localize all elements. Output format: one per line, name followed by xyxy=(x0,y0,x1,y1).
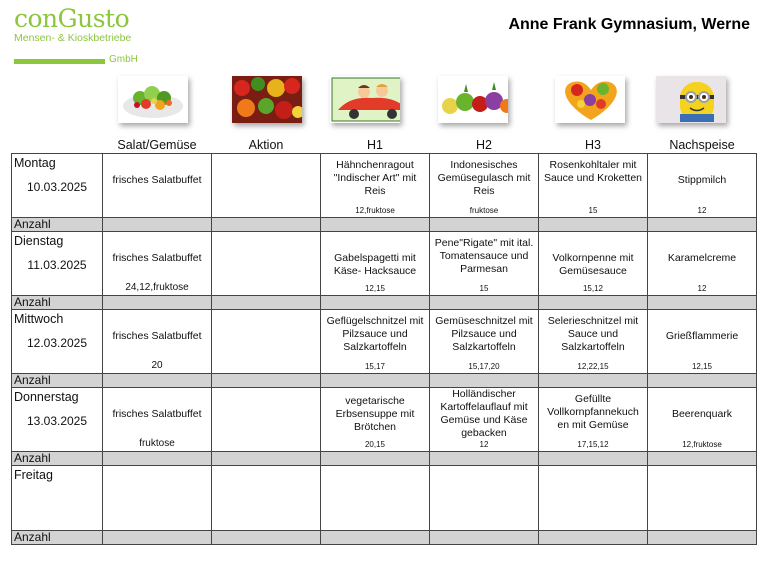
allergen-text: fruktose xyxy=(139,438,175,449)
dish-text: Hähnchenragout "Indischer Art" mit Reis xyxy=(333,159,417,197)
menu-cell xyxy=(648,466,757,531)
dish-text: Beerenquark xyxy=(671,408,733,420)
menu-cell xyxy=(539,466,648,531)
allergen-text: 15 xyxy=(588,206,598,215)
day-row-dienstag xyxy=(12,232,757,296)
column-header-nachspeise: Nachspeise xyxy=(669,138,735,152)
menu-cell xyxy=(539,310,648,374)
count-cell xyxy=(539,296,648,310)
count-cell xyxy=(103,374,212,388)
allergen-text: 12 xyxy=(479,440,489,449)
count-cell xyxy=(430,218,539,232)
menu-cell xyxy=(539,388,648,452)
count-cell xyxy=(212,452,321,466)
day-date: 11.03.2025 xyxy=(27,258,87,272)
column-header-h1: H1 xyxy=(367,138,383,152)
day-date: 13.03.2025 xyxy=(26,414,88,428)
dish-text: Rosenkohltaler mit Sauce und Kroketten xyxy=(543,159,643,184)
count-cell xyxy=(539,531,648,545)
dish-text: frisches Salatbuffet xyxy=(112,408,202,420)
school-title: Anne Frank Gymnasium, Werne xyxy=(508,16,750,33)
congusto-logo xyxy=(14,4,149,65)
allergen-text: 20,15 xyxy=(364,440,386,449)
aktion-vegetables-image xyxy=(232,76,302,123)
vegetable-characters-image xyxy=(438,76,508,123)
dish-text: Grießflammerie xyxy=(665,330,739,342)
dish-text: vegetarische Erbsensuppe mit Brötchen xyxy=(335,395,415,433)
allergen-text: 12,15 xyxy=(691,362,713,371)
allergen-text: 15 xyxy=(479,284,489,293)
count-row xyxy=(12,296,757,310)
menu-cell xyxy=(103,388,212,452)
column-header-row xyxy=(12,137,757,154)
day-date: 10.03.2025 xyxy=(26,180,88,194)
count-row xyxy=(12,531,757,545)
allergen-text: 12,22,15 xyxy=(577,362,609,371)
count-cell xyxy=(648,531,757,545)
allergen-text: 15,12 xyxy=(582,284,604,293)
day-cell xyxy=(12,232,103,296)
allergen-text: 12 xyxy=(697,284,707,293)
count-cell xyxy=(321,531,430,545)
kids-car-image xyxy=(330,76,400,123)
dish-text: Gemüseschnitzel mit Pilzsauce und Salzkartoffeln xyxy=(435,315,533,353)
count-cell xyxy=(430,531,539,545)
count-cell xyxy=(648,452,757,466)
allergen-text: 15,17,20 xyxy=(468,362,500,371)
menu-cell xyxy=(321,466,430,531)
minion-dessert-image xyxy=(656,76,726,123)
allergen-text: 12,15 xyxy=(364,284,386,293)
menu-cell xyxy=(212,154,321,218)
count-cell xyxy=(321,452,430,466)
day-row-donnerstag xyxy=(12,388,757,452)
count-cell xyxy=(321,296,430,310)
dish-text: frisches Salatbuffet xyxy=(112,252,202,264)
allergen-text: 24,12,fruktose xyxy=(125,282,189,293)
count-cell xyxy=(103,296,212,310)
dish-text: Gefüllte Vollkornpfannekuch en mit Gemüse xyxy=(547,393,639,431)
count-cell xyxy=(321,218,430,232)
menu-cell xyxy=(430,154,539,218)
day-name: Mittwoch xyxy=(14,312,64,326)
menu-cell xyxy=(212,388,321,452)
day-row-montag xyxy=(12,154,757,218)
dish-text: Karamelcreme xyxy=(667,252,737,264)
count-cell xyxy=(648,218,757,232)
column-header-aktion: Aktion xyxy=(248,138,284,152)
column-header-h3: H3 xyxy=(585,138,601,152)
menu-cell xyxy=(430,466,539,531)
day-name: Donnerstag xyxy=(14,390,79,404)
day-date: 12.03.2025 xyxy=(26,336,88,350)
salad-image xyxy=(118,76,188,123)
allergen-text: fruktose xyxy=(469,206,499,215)
dish-text: frisches Salatbuffet xyxy=(112,330,202,342)
count-label: Anzahl xyxy=(12,531,103,545)
day-name: Montag xyxy=(14,156,56,170)
dish-text: frisches Salatbuffet xyxy=(112,174,202,186)
allergen-text: 17,15,12 xyxy=(577,440,609,449)
day-cell xyxy=(12,466,103,531)
dish-text: Holländischer Kartoffelauflauf mit Gemüse und Käse gebacken xyxy=(440,388,528,439)
menu-cell xyxy=(430,388,539,452)
count-cell xyxy=(103,452,212,466)
count-cell xyxy=(103,218,212,232)
dish-text: Selerieschnitzel mit Sauce und Salzkartoffeln xyxy=(547,315,639,353)
dish-text: Gabelspagetti mit Käse- Hacksauce xyxy=(333,252,417,277)
count-label: Anzahl xyxy=(12,296,103,310)
menu-cell xyxy=(103,232,212,296)
menu-cell xyxy=(430,232,539,296)
logo-wordmark: conGusto xyxy=(14,4,130,33)
count-cell xyxy=(430,374,539,388)
count-cell xyxy=(212,218,321,232)
menu-cell xyxy=(103,154,212,218)
logo-subtitle: Mensen- & Kioskbetriebe xyxy=(14,32,132,44)
menu-cell xyxy=(539,154,648,218)
fruit-heart-image xyxy=(555,76,625,123)
menu-cell xyxy=(648,232,757,296)
column-header-salat: Salat/Gemüse xyxy=(117,138,197,152)
count-cell xyxy=(539,452,648,466)
count-cell xyxy=(430,452,539,466)
count-cell xyxy=(212,531,321,545)
menu-cell xyxy=(539,232,648,296)
menu-cell xyxy=(648,310,757,374)
menu-cell xyxy=(212,310,321,374)
menu-cell xyxy=(321,310,430,374)
menu-cell xyxy=(321,388,430,452)
menu-cell xyxy=(321,154,430,218)
menu-cell xyxy=(648,154,757,218)
menu-cell xyxy=(430,310,539,374)
column-header-h2: H2 xyxy=(476,138,492,152)
menu-table xyxy=(11,137,757,545)
day-cell xyxy=(12,154,103,218)
count-cell xyxy=(648,374,757,388)
day-row-mittwoch xyxy=(12,310,757,374)
allergen-text: 15,17 xyxy=(364,362,386,371)
count-label: Anzahl xyxy=(12,452,103,466)
day-name: Freitag xyxy=(14,468,53,482)
dish-text: Indonesisches Gemüsegulasch mit Reis xyxy=(437,159,531,197)
count-label: Anzahl xyxy=(12,374,103,388)
menu-cell xyxy=(212,466,321,531)
menu-cell xyxy=(648,388,757,452)
day-row-freitag xyxy=(12,466,757,531)
menu-cell xyxy=(103,310,212,374)
allergen-text: 12,fruktose xyxy=(355,206,395,215)
count-cell xyxy=(212,374,321,388)
count-cell xyxy=(430,296,539,310)
dish-text: Volkornpenne mit Gemüsesauce xyxy=(552,252,634,277)
dish-text: Pene"Rigate" mit ital. Tomatensauce und Parmesan xyxy=(434,237,534,275)
count-label: Anzahl xyxy=(12,218,103,232)
count-cell xyxy=(321,374,430,388)
menu-cell xyxy=(321,232,430,296)
count-cell xyxy=(539,374,648,388)
logo-gmbh: GmbH xyxy=(109,54,138,65)
count-row xyxy=(12,374,757,388)
dish-text: Stippmilch xyxy=(677,174,727,186)
logo-bar xyxy=(14,59,105,64)
allergen-text: 20 xyxy=(151,360,163,371)
count-cell xyxy=(103,531,212,545)
allergen-text: 12 xyxy=(697,206,707,215)
day-cell xyxy=(12,310,103,374)
count-cell xyxy=(648,296,757,310)
day-cell xyxy=(12,388,103,452)
count-row xyxy=(12,452,757,466)
count-cell xyxy=(212,296,321,310)
menu-cell xyxy=(103,466,212,531)
dish-text: Geflügelschnitzel mit Pilzsauce und Salzkartoffeln xyxy=(326,315,424,353)
corner-header xyxy=(12,137,103,154)
allergen-text: 12,fruktose xyxy=(682,440,722,449)
day-name: Dienstag xyxy=(14,234,64,248)
count-row xyxy=(12,218,757,232)
count-cell xyxy=(539,218,648,232)
menu-cell xyxy=(212,232,321,296)
